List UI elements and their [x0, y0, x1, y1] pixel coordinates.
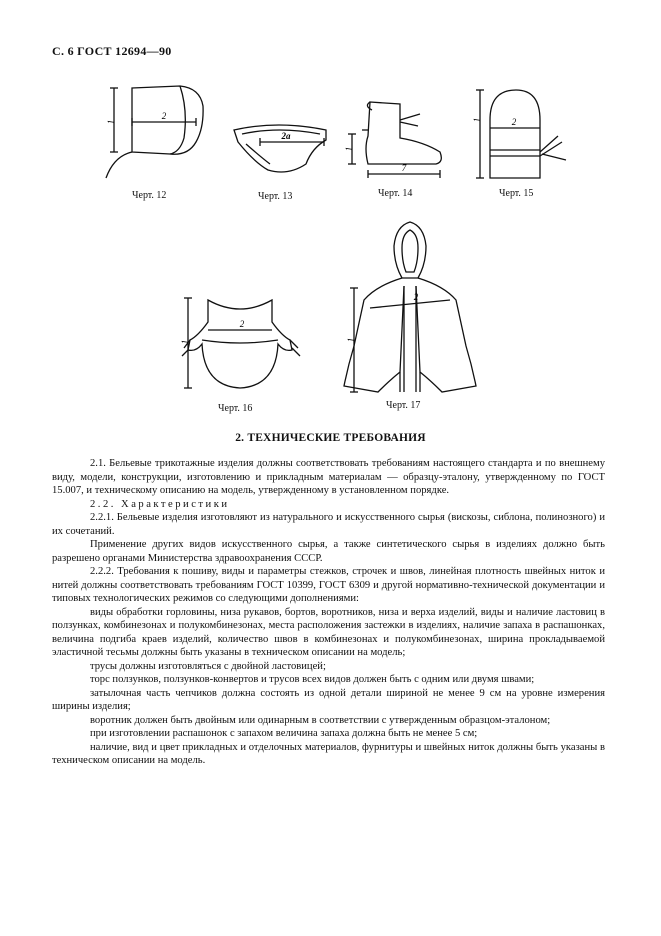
- caption-fig-15: Черт. 15: [499, 188, 534, 199]
- paragraph-2-2: 2.2. Характеристики: [90, 498, 230, 510]
- fig13-label-2a: 2а: [281, 131, 291, 141]
- paragraph-collar: воротник должен быть двойным или одинарным в соответствии с утвержденным образцом-эталоном;: [90, 714, 551, 726]
- paragraph-bonnet: затылочная часть чепчиков должна состоять из одной детали шириной не менее 9 см на уровне измерения ширины изделия;: [52, 687, 605, 712]
- fig12-label-1: 1: [106, 119, 116, 125]
- fig16-label-2: 2: [239, 319, 245, 329]
- figure-15: [468, 84, 568, 184]
- fig14-label-1: 1: [344, 146, 354, 152]
- panties-drawing: [228, 118, 333, 183]
- fig15-label-2: 2: [511, 117, 517, 127]
- caption-fig-17: Черт. 17: [386, 400, 421, 411]
- fig17-label-2: 2: [413, 292, 419, 302]
- fig16-label-1: 1: [180, 339, 190, 345]
- section-title: 2. ТЕХНИЧЕСКИЕ ТРЕБОВАНИЯ: [235, 432, 426, 444]
- paragraph-wrap: при изготовлении распашонок с запахом величина запаха должна быть не менее 5 см;: [90, 728, 478, 739]
- bonnet-drawing: [100, 80, 215, 185]
- paragraph-briefs: трусы должны изготовляться с двойной ластовицей;: [90, 660, 326, 672]
- bib-drawing: [180, 290, 310, 395]
- bootie-drawing: [340, 96, 452, 188]
- fig17-label-1: 1: [346, 337, 356, 343]
- paragraph-materials: наличие, вид и цвет прикладных и отделочных материалов, фурнитуры и швейных ниток должны быть указаны в техническом описании на модель.: [52, 741, 605, 766]
- fig15-label-1: 1: [472, 117, 482, 123]
- paragraph-2-2-2: 2.2.2. Требования к пошиву, виды и параметры стежков, строчек и швов, линейная плотность швейных ниток и нитей должны соответствовать требованиям ГОСТ 10399, ГОСТ 6309 и другой нормативно-технической документации и типовых технологических режимов со следующими дополнениями:: [52, 566, 605, 604]
- figure-16: [180, 290, 310, 395]
- figure-17: [340, 216, 480, 398]
- caption-fig-16: Черт. 16: [218, 403, 253, 414]
- paragraph-torso: торс ползунков, ползунков-конвертов и трусов всех видов должен быть с одним или двумя швами;: [90, 674, 535, 685]
- paragraph-finishing: виды обработки горловины, низа рукавов, бортов, воротников, низа и верха изделий, виды и наличие ластовиц в ползунках, комбинезонах и полукомбинезонах, места расположения застежки в изделиях, наличие запаха в распашонках, величина подгиба краев изделий, количество швов в комбинезонах и полукомбинезонах, ширина прокладываемой эластичной тесьмы должны быть указаны в техническом описании на модель;: [52, 606, 605, 658]
- fig14-label-7: 7: [401, 163, 407, 173]
- mitten-drawing: [468, 84, 568, 184]
- figure-13: [228, 118, 333, 183]
- paragraph-2-2-1-b: Применение других видов искусственного сырья, а также синтетического сырья в изделиях должно быть разрешено органами Министерства здравоохранения СССР.: [52, 539, 605, 564]
- paragraph-2-1: 2.1. Бельевые трикотажные изделия должны соответствовать требованиям настоящего стандарта и по внешнему виду, модели, конструкции, изготовлению и прикладным материалам — образцу-эталону, утвержденному по ГОСТ 15.007, и техническому описанию на модель, утвержденному в установленном порядке.: [52, 458, 605, 496]
- caption-fig-14: Черт. 14: [378, 188, 413, 199]
- fig12-label-2: 2: [161, 111, 167, 121]
- body-text: [52, 457, 605, 768]
- figure-12: [100, 80, 215, 185]
- page-header: С. 6 ГОСТ 12694—90: [52, 44, 172, 58]
- paragraph-2-2-1: 2.2.1. Бельевые изделия изготовляют из натурального и искусственного сырья (вискозы, сиблона, полинозного) и их сочетаний.: [52, 512, 605, 537]
- caption-fig-12: Черт. 12: [132, 190, 167, 201]
- caption-fig-13: Черт. 13: [258, 191, 293, 202]
- figure-14: [340, 96, 452, 188]
- cape-drawing: [340, 216, 480, 398]
